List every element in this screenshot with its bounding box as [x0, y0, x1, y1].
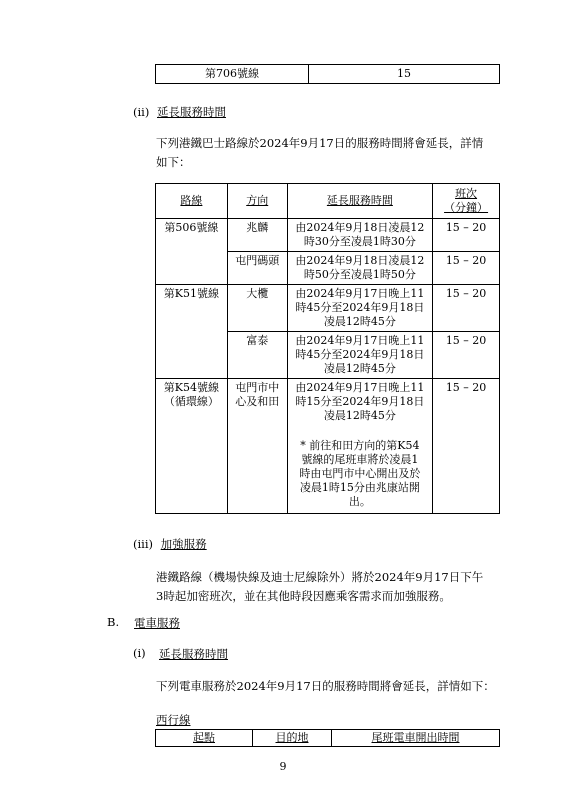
direction-cell: 富泰: [227, 332, 287, 379]
body-line: 港鐵路線（機場快線及迪士尼線除外）將於2024年9月17日下午: [156, 570, 484, 584]
section-number: (ii): [133, 105, 150, 119]
table-row: [156, 65, 500, 84]
table-row: [156, 285, 500, 332]
direction-cell: 大欖: [227, 285, 287, 332]
page-number: 9: [279, 760, 287, 773]
intro-line: 下列港鐵巴士路線於2024年9月17日的服務時間將會延長，詳情: [156, 136, 484, 150]
hours-cell: 由2024年9月17日晚上11 時45分至2024年9月18日 凌晨12時45分: [287, 285, 433, 332]
section-number: (iii): [133, 537, 154, 551]
bus-route-table: [155, 183, 500, 514]
table-row: [156, 219, 500, 252]
route-note: * 前往和田方向的第K54 號線的尾班車將於凌晨1 時由屯門市中心開出及於 凌晨1時15分由兆康站開 出。: [299, 439, 421, 508]
header-last-tram: 尾班電車開出時間: [332, 730, 500, 747]
body-line: 3時起加密班次，並在其他時段因應乘客需求而加強服務。: [156, 589, 451, 603]
tram-direction-label: 西行線: [156, 713, 191, 727]
section-number: (i): [133, 646, 146, 660]
frequency-cell: 15 – 20: [433, 332, 500, 379]
direction-cell: 兆麟: [227, 219, 287, 252]
route-cell: 第K54號線 （循環線）: [156, 379, 228, 514]
section-title: 延長服務時間: [159, 647, 228, 661]
frequency-cell: 15 – 20: [433, 252, 500, 285]
table-header-row: [156, 184, 500, 219]
section-iii-heading: [133, 536, 207, 552]
section-b-i-intro: 下列電車服務於2024年9月17日的服務時間將會延長，詳情如下：: [156, 679, 495, 693]
section-iii-body: [156, 568, 483, 606]
section-ii-intro: [156, 134, 483, 172]
route-cell: 第706號線: [156, 65, 309, 84]
header-direction: 方向: [227, 184, 287, 219]
header-start: 起點: [156, 730, 253, 747]
direction-cell: 屯門碼頭: [227, 252, 287, 285]
header-hours: 延長服務時間: [287, 184, 433, 219]
route-cell: 第K51號線: [156, 285, 228, 379]
tram-table: [155, 729, 500, 747]
table-row: [156, 379, 500, 514]
header-frequency: 班次 （分鐘）: [433, 184, 500, 219]
frequency-cell: 15: [309, 65, 500, 84]
section-title: 電車服務: [134, 616, 180, 630]
route-cell: 第506號線: [156, 219, 228, 285]
header-destination: 目的地: [253, 730, 332, 747]
hours-cell: 由2024年9月17日晚上11 時45分至2024年9月18日 凌晨12時45分: [287, 332, 433, 379]
frequency-cell: 15 – 20: [433, 379, 500, 514]
section-title: 加強服務: [160, 537, 207, 551]
top-table: [155, 64, 500, 84]
section-b-heading: [107, 615, 180, 630]
hours-cell: 由2024年9月17日晚上11 時15分至2024年9月18日 凌晨12時45分 * 前往和田方向的第K54 號線的尾班車將於凌晨1 時由屯門市中心開出及於 凌晨1時15分由兆康站開 出。: [287, 379, 433, 514]
header-route: 路線: [156, 184, 228, 219]
section-b-i-heading: [133, 646, 228, 661]
section-number: B.: [107, 615, 120, 629]
frequency-cell: 15 – 20: [433, 219, 500, 252]
direction-cell: 屯門市中 心及和田: [227, 379, 287, 514]
intro-line: 如下：: [156, 155, 191, 169]
table-header-row: [156, 730, 500, 747]
hours-cell: 由2024年9月18日凌晨12 時50分至凌晨1時50分: [287, 252, 433, 285]
hours-cell: 由2024年9月18日凌晨12 時30分至凌晨1時30分: [287, 219, 433, 252]
frequency-cell: 15 – 20: [433, 285, 500, 332]
section-ii-heading: [133, 104, 226, 120]
section-title: 延長服務時間: [157, 105, 226, 119]
